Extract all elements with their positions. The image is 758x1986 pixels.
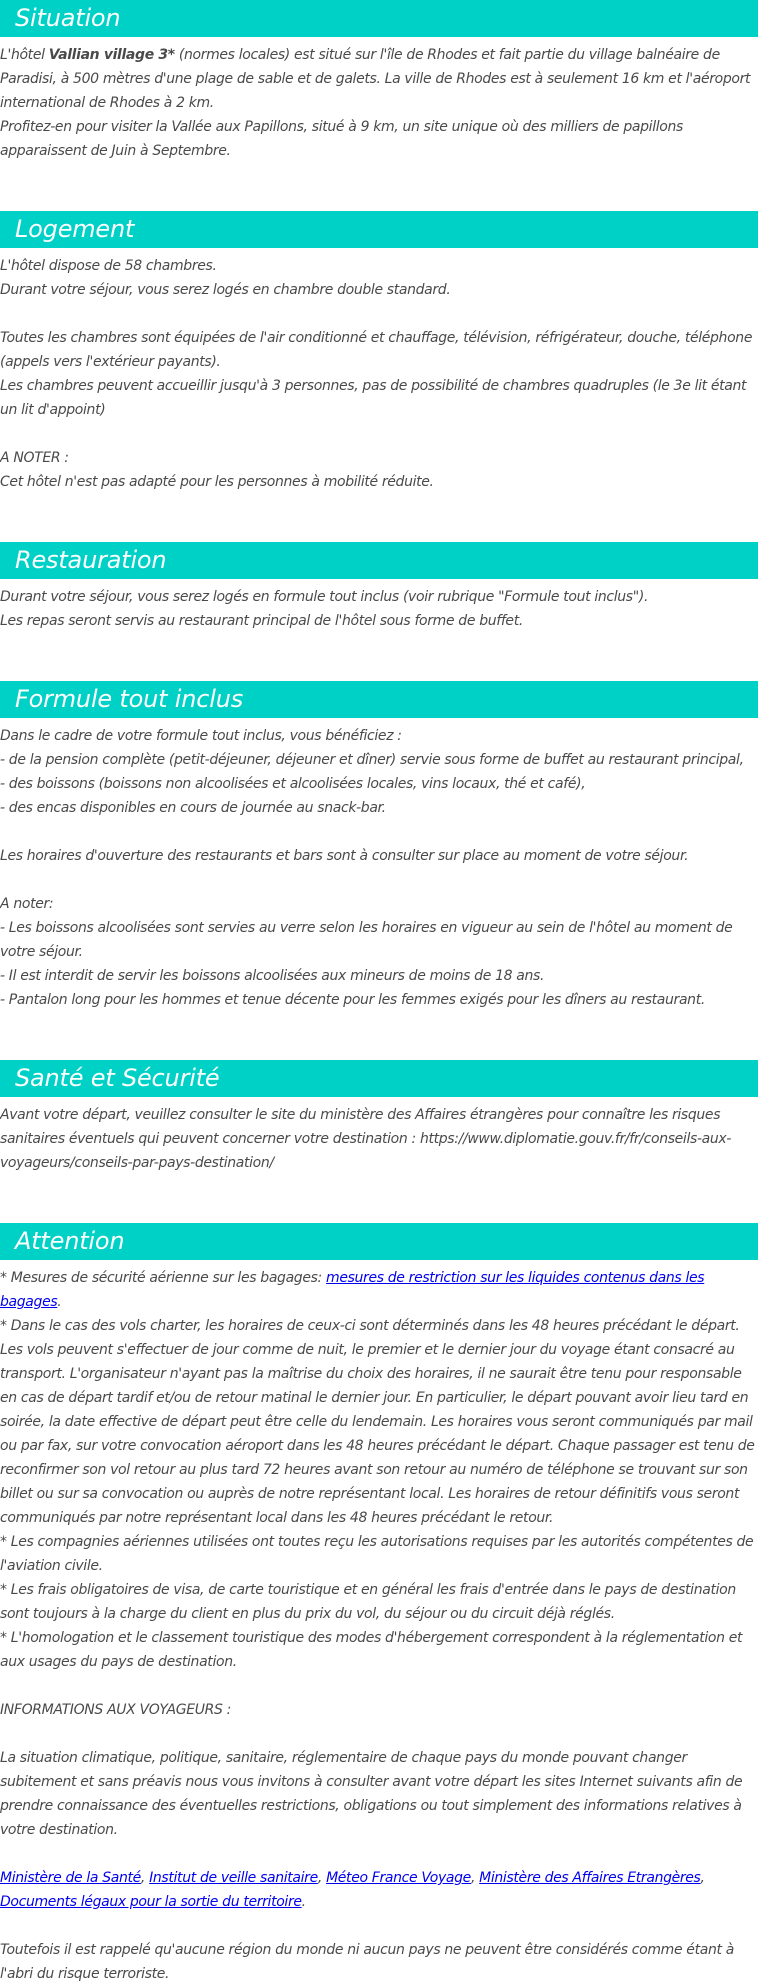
section-title-logement: Logement: [15, 215, 135, 243]
situation-paragraph-1: L'hôtel Vallian village 3* (normes locales) est situé sur l'île de Rhodes et fait partie du village balnéaire de Paradisi, à 500 mètres d'une plage de sable et de galets. La ville de Rhodes est à seulement 16 km et l'aéroport international de Rhodes à 2 km.: [0, 47, 751, 111]
logement-line: A NOTER :: [0, 450, 69, 466]
sante-text: Avant votre départ, veuillez consulter le site du ministère des Affaires étrangères pour connaître les risques sanitaires éventuels qui peuvent concerner votre destination : https://www.diplomatie.gouv.fr/fr/conseils-aux-voyageurs/conseils-par-pays-destination/: [0, 1107, 732, 1171]
section-body-situation: [0, 43, 758, 163]
logement-line: Durant votre séjour, vous serez logés en chambre double standard.: [0, 282, 451, 298]
attention-situation-text: La situation climatique, politique, sanitaire, réglementaire de chaque pays du monde pouvant changer subitement et sans préavis nous vous invitons à consulter avant votre départ les sites Internet suivants afin de prendre connaissance des éventuelles restrictions, obligations ou tout simplement des informations relatives à votre destination.: [0, 1750, 743, 1838]
attention-compagnies: * Les compagnies aériennes utilisées ont toutes reçu les autorisations requises par les autorités compétentes de l'aviation civile.: [0, 1534, 754, 1574]
link-meteo-france-voyage[interactable]: Méteo France Voyage: [326, 1870, 471, 1886]
section-body-sante: [0, 1103, 758, 1175]
section-header-situation: [0, 0, 758, 37]
attention-homologation: * L'homologation et le classement touristique des modes d'hébergement correspondent à la réglementation et aux usages du pays de destination.: [0, 1630, 743, 1670]
section-header-logement: [0, 211, 758, 248]
formule-line: - des boissons (boissons non alcoolisées et alcoolisées locales, vins locaux, thé et café),: [0, 776, 586, 792]
formule-line: Dans le cadre de votre formule tout inclus, vous bénéficiez :: [0, 728, 402, 744]
restauration-line: Durant votre séjour, vous serez logés en formule tout inclus (voir rubrique "Formule tout inclus").: [0, 589, 649, 605]
logement-line: Les chambres peuvent accueillir jusqu'à 3 personnes, pas de possibilité de chambres quadruples (le 3e lit étant un lit d'appoint): [0, 378, 747, 418]
section-body-restauration: [0, 585, 758, 633]
logement-line: Toutes les chambres sont équipées de l'air conditionné et chauffage, télévision, réfrigérateur, douche, téléphone (appels vers l'extérieur payants).: [0, 330, 753, 370]
section-title-attention: Attention: [15, 1227, 125, 1255]
logement-line: L'hôtel dispose de 58 chambres.: [0, 258, 217, 274]
attention-charter: * Dans le cas des vols charter, les horaires de ceux-ci sont déterminés dans les 48 heures précédant le départ. Les vols peuvent s'effectuer de jour comme de nuit, le premier et le dernier jour du voyage étant consacré au transport. L'organisateur n'ayant pas la maîtrise du choix des horaires, il ne saurait être tenu pour responsable en cas de départ tardif et/ou de retour matinal le dernier jour. En particulier, le départ pouvant avoir lieu tard en soirée, la date effective de départ peut être celle du lendemain. Les horaires vous seront communiqués par mail ou par fax, sur votre convocation aéroport dans les 48 heures précédant le départ. Chaque passager est tenu de reconfirmer son vol retour au plus tard 72 heures avant son retour au numéro de téléphone se trouvant sur son billet ou sur sa convocation ou auprès de notre représentant local. Les horaires de retour définitifs vous seront communiqués par notre représentant local dans les 48 heures précédant le retour.: [0, 1318, 755, 1526]
formule-line: Les horaires d'ouverture des restaurants et bars sont à consulter sur place au moment de votre séjour.: [0, 848, 689, 864]
link-documents-legaux[interactable]: Documents légaux pour la sortie du territoire: [0, 1894, 302, 1910]
link-institut-veille-sanitaire[interactable]: Institut de veille sanitaire: [149, 1870, 318, 1886]
attention-terror: Toutefois il est rappelé qu'aucune région du monde ni aucun pays ne peuvent être considérés comme étant à l'abri du risque terroriste.: [0, 1942, 734, 1982]
formule-line: - Pantalon long pour les hommes et tenue décente pour les femmes exigés pour les dîners au restaurant.: [0, 992, 705, 1008]
logement-line: Cet hôtel n'est pas adapté pour les personnes à mobilité réduite.: [0, 474, 434, 490]
section-body-logement: [0, 254, 758, 494]
formule-line: A noter:: [0, 896, 54, 912]
section-body-formule: [0, 724, 758, 1012]
section-header-restauration: [0, 542, 758, 579]
info-voyageurs-heading: INFORMATIONS AUX VOYAGEURS :: [0, 1702, 231, 1718]
attention-bagages: * Mesures de sécurité aérienne sur les bagages: mesures de restriction sur les liquides contenus dans les bagages.: [0, 1270, 705, 1310]
section-title-restauration: Restauration: [15, 546, 167, 574]
formule-line: - Les boissons alcoolisées sont servies au verre selon les horaires en vigueur au sein de l'hôtel au moment de votre séjour.: [0, 920, 733, 960]
link-ministere-affaires-etrangeres[interactable]: Ministère des Affaires Etrangères: [479, 1870, 701, 1886]
link-ministere-sante[interactable]: Ministère de la Santé: [0, 1870, 141, 1886]
useful-links: Ministère de la Santé, Institut de veille sanitaire, Méteo France Voyage, Ministère des Affaires Etrangères, Documents légaux pour la sortie du territoire.: [0, 1870, 705, 1910]
attention-frais: * Les frais obligatoires de visa, de carte touristique et en général les frais d'entrée dans le pays de destination sont toujours à la charge du client en plus du prix du vol, du séjour ou du circuit déjà réglés.: [0, 1582, 736, 1622]
section-body-attention: [0, 1266, 758, 1986]
section-title-situation: Situation: [15, 4, 121, 32]
section-title-formule: Formule tout inclus: [15, 685, 244, 713]
hotel-name: Vallian village 3*: [48, 47, 175, 63]
formule-line: - des encas disponibles en cours de journée au snack-bar.: [0, 800, 386, 816]
bagages-restriction-link[interactable]: mesures de restriction sur les liquides contenus dans les bagages: [0, 1270, 705, 1310]
restauration-line: Les repas seront servis au restaurant principal de l'hôtel sous forme de buffet.: [0, 613, 523, 629]
section-header-attention: [0, 1223, 758, 1260]
situation-paragraph-2: Profitez-en pour visiter la Vallée aux Papillons, situé à 9 km, un site unique où des milliers de papillons apparaissent de Juin à Septembre.: [0, 119, 683, 159]
formule-line: - Il est interdit de servir les boissons alcoolisées aux mineurs de moins de 18 ans.: [0, 968, 545, 984]
section-header-sante: [0, 1060, 758, 1097]
formule-line: - de la pension complète (petit-déjeuner, déjeuner et dîner) servie sous forme de buffet au restaurant principal,: [0, 752, 744, 768]
section-title-sante: Santé et Sécurité: [15, 1064, 220, 1092]
section-header-formule: [0, 681, 758, 718]
